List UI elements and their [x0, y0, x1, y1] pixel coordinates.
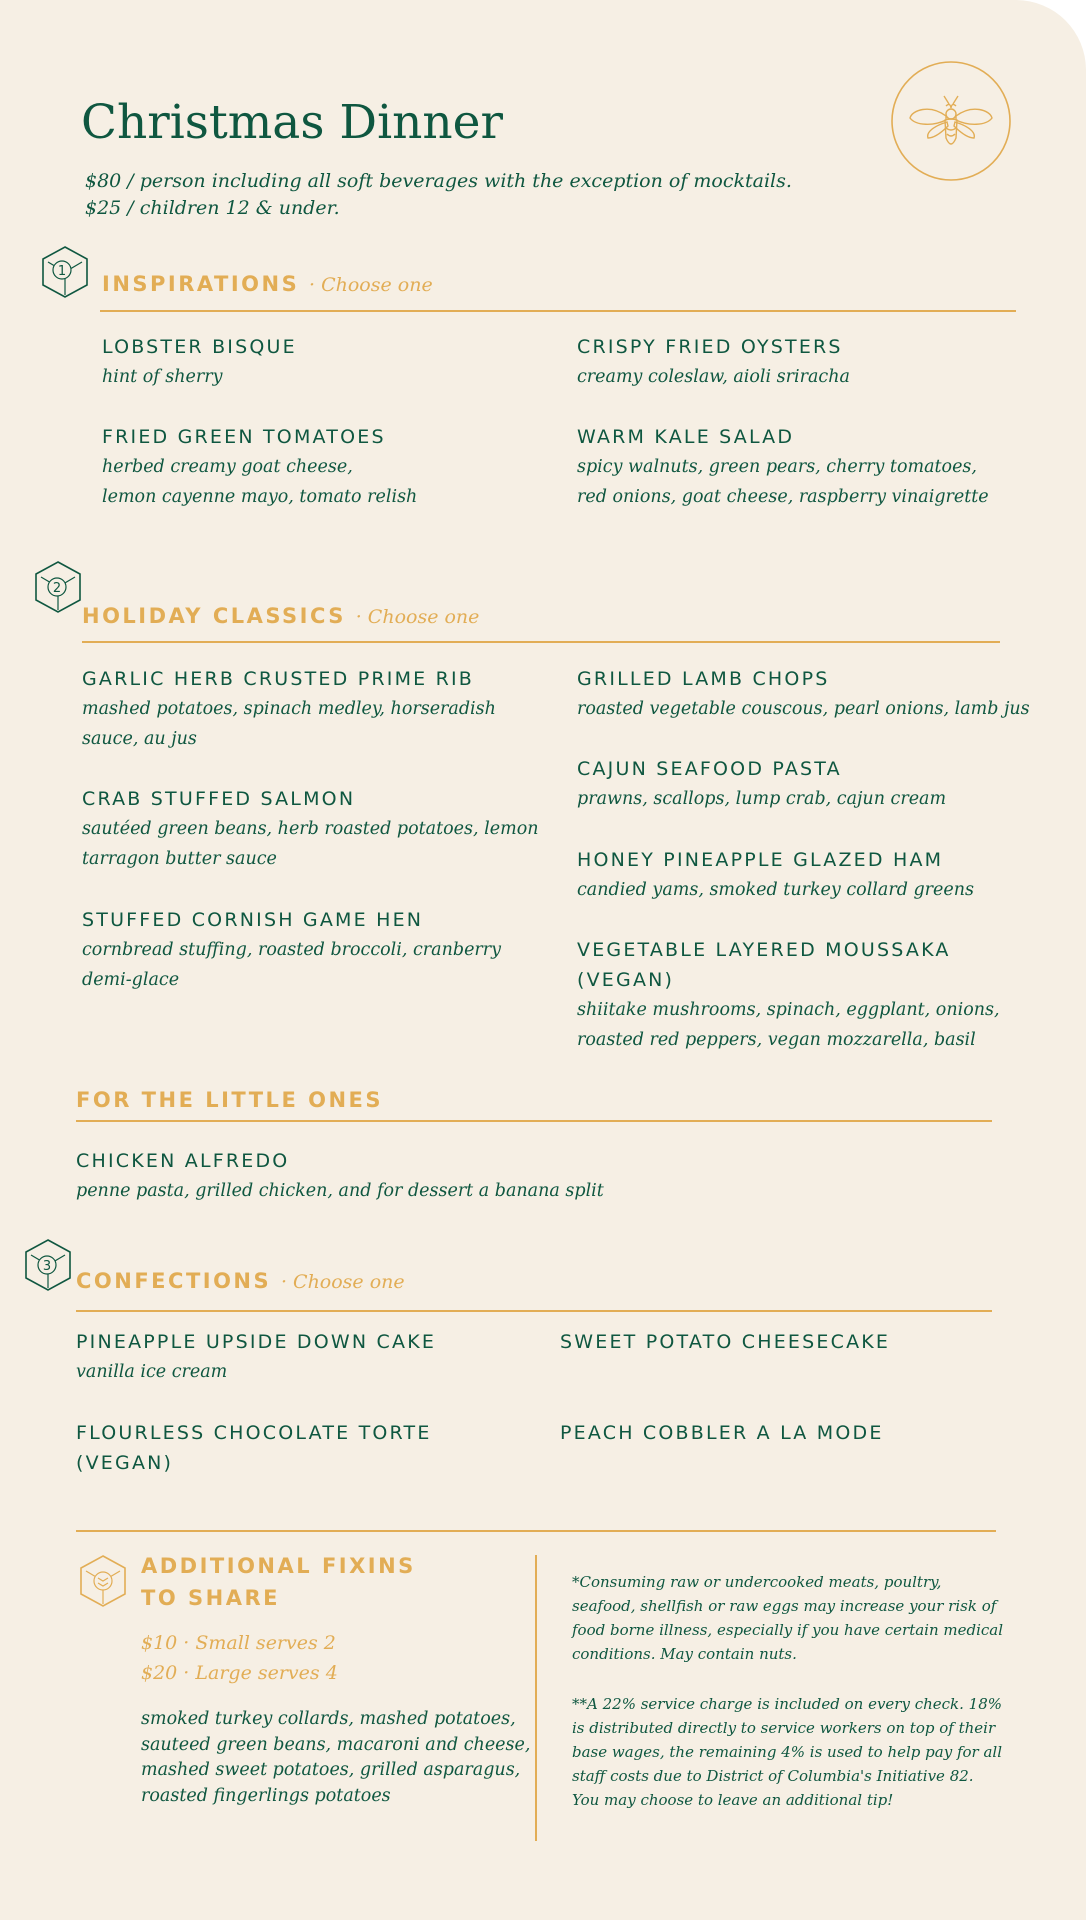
item-description: roasted vegetable couscous, pearl onions, lamb jus — [577, 699, 1030, 719]
item-name: GARLIC HERB CRUSTED PRIME RIB — [82, 668, 475, 690]
menu-item — [82, 664, 496, 754]
consumption-note — [572, 1570, 1003, 1666]
price-large: $20 · Large serves 4 — [141, 1662, 338, 1684]
note-line: conditions. May contain nuts. — [572, 1645, 797, 1663]
section-title-text: CONFECTIONS — [76, 1269, 272, 1293]
choose-one-label: · Choose one — [355, 606, 480, 628]
item-description: spicy walnuts, green pears, cherry tomatoes, — [577, 457, 977, 477]
item-name: SWEET POTATO CHEESECAKE — [560, 1331, 891, 1353]
section-number: 1 — [57, 264, 67, 279]
fixins-line: smoked turkey collards, mashed potatoes, — [141, 1709, 516, 1729]
price-small: $10 · Small serves 2 — [141, 1632, 336, 1654]
choose-one-label: · Choose one — [309, 274, 433, 296]
hexagon-number-icon — [33, 560, 83, 614]
section-title-line: TO SHARE — [141, 1586, 280, 1610]
divider — [82, 641, 1000, 643]
divider — [76, 1310, 992, 1312]
section-title-little-ones: FOR THE LITTLE ONES — [76, 1088, 383, 1112]
menu-item — [102, 332, 297, 392]
item-name: WARM KALE SALAD — [577, 426, 795, 448]
item-description: sauce, au jus — [82, 729, 197, 749]
item-name: CHICKEN ALFREDO — [76, 1150, 290, 1172]
menu-item — [577, 845, 974, 905]
item-description: shiitake mushrooms, spinach, eggplant, onions, — [577, 1000, 1000, 1020]
item-name: PEACH COBBLER A LA MODE — [560, 1422, 884, 1444]
menu-item — [76, 1146, 604, 1206]
item-description: hint of sherry — [102, 367, 223, 387]
fixins-line: roasted fingerlings potatoes — [141, 1785, 391, 1806]
item-description: candied yams, smoked turkey collard greens — [577, 880, 974, 900]
vertical-divider — [535, 1555, 537, 1841]
service-charge-note — [572, 1692, 1002, 1812]
bee-icon — [890, 60, 1012, 182]
item-description: lemon cayenne mayo, tomato relish — [102, 487, 418, 507]
menu-item — [577, 754, 946, 814]
item-description: red onions, goat cheese, raspberry vinaigrette — [577, 487, 989, 507]
item-name: FRIED GREEN TOMATOES — [102, 426, 386, 448]
fixins-line: sauteed green beans, macaroni and cheese, — [141, 1734, 531, 1755]
item-name: HONEY PINEAPPLE GLAZED HAM — [577, 849, 944, 871]
section-title-fixins — [141, 1550, 416, 1614]
menu-item — [102, 422, 417, 512]
note-line: *Consuming raw or undercooked meats, poultry, — [572, 1573, 942, 1591]
item-name: CRAB STUFFED SALMON — [82, 788, 356, 810]
menu-item — [76, 1418, 432, 1478]
item-description: prawns, scallops, lump crab, cajun cream — [577, 789, 947, 809]
item-name: STUFFED CORNISH GAME HEN — [82, 909, 424, 931]
section-title-line: ADDITIONAL FIXINS — [141, 1554, 416, 1578]
item-description: sautéed green beans, herb roasted potatoes, lemon — [82, 819, 539, 839]
menu-item — [577, 664, 1030, 724]
note-line: seafood, shellfish or raw eggs may increase your risk of — [572, 1597, 997, 1615]
item-description: demi-glace — [82, 970, 180, 990]
item-name: GRILLED LAMB CHOPS — [577, 668, 830, 690]
menu-item — [577, 332, 850, 392]
menu-item — [76, 1327, 436, 1387]
item-description: penne pasta, grilled chicken, and for dessert a banana split — [76, 1181, 604, 1201]
choose-one-label: · Choose one — [280, 1271, 405, 1293]
section-title-confections — [76, 1269, 405, 1293]
note-line: staff costs due to District of Columbia's Initiative 82. — [572, 1767, 974, 1785]
child-price: $25 / children 12 & under. — [85, 197, 340, 219]
section-number: 3 — [42, 1259, 52, 1274]
menu-item — [82, 784, 539, 874]
section-title-text: INSPIRATIONS — [102, 272, 300, 296]
fixins-prices — [141, 1628, 338, 1688]
item-description: tarragon butter sauce — [82, 849, 277, 869]
menu-item — [560, 1327, 890, 1357]
item-name: LOBSTER BISQUE — [102, 336, 297, 358]
item-name: (VEGAN) — [577, 969, 675, 991]
note-line: **A 22% service charge is included on every check. 18% — [572, 1695, 1003, 1713]
menu-item — [577, 422, 989, 512]
note-line: food borne illness, especially if you have certain medical — [572, 1621, 1004, 1639]
note-line: base wages, the remaining 4% is used to help pay for all — [572, 1743, 1003, 1761]
item-description: herbed creamy goat cheese, — [102, 457, 353, 477]
item-description: creamy coleslaw, aioli sriracha — [577, 367, 850, 387]
item-description: vanilla ice cream — [76, 1362, 228, 1382]
divider — [100, 310, 1016, 312]
item-name: PINEAPPLE UPSIDE DOWN CAKE — [76, 1331, 437, 1353]
section-title-classics — [82, 604, 479, 628]
page-title: Christmas Dinner — [81, 95, 503, 150]
hexagon-icon — [78, 1554, 128, 1608]
menu-item — [82, 905, 501, 995]
menu-item — [560, 1418, 884, 1448]
adult-price: $80 / person including all soft beverages with the exception of mocktails. — [85, 170, 792, 192]
item-name: FLOURLESS CHOCOLATE TORTE — [76, 1422, 432, 1444]
item-name: VEGETABLE LAYERED MOUSSAKA — [577, 939, 951, 961]
item-description: cornbread stuffing, roasted broccoli, cranberry — [82, 940, 502, 960]
section-number: 2 — [52, 581, 62, 596]
section-title-text: HOLIDAY CLASSICS — [82, 604, 346, 628]
hexagon-number-icon — [23, 1238, 73, 1292]
note-line: You may choose to leave an additional tip! — [572, 1791, 894, 1809]
item-name: (VEGAN) — [76, 1452, 174, 1474]
item-description: mashed potatoes, spinach medley, horseradish — [82, 699, 496, 719]
divider — [76, 1120, 992, 1122]
hexagon-number-icon — [40, 245, 90, 299]
item-name: CRISPY FRIED OYSTERS — [577, 336, 843, 358]
note-line: is distributed directly to service workers on top of their — [572, 1719, 996, 1737]
fixins-line: mashed sweet potatoes, grilled asparagus, — [141, 1760, 521, 1780]
item-name: CAJUN SEAFOOD PASTA — [577, 758, 842, 780]
footer-divider — [76, 1530, 996, 1532]
item-description: roasted red peppers, vegan mozzarella, basil — [577, 1030, 976, 1050]
menu-item — [577, 935, 1000, 1055]
fixins-description — [141, 1707, 530, 1809]
section-title-inspirations — [102, 272, 433, 296]
